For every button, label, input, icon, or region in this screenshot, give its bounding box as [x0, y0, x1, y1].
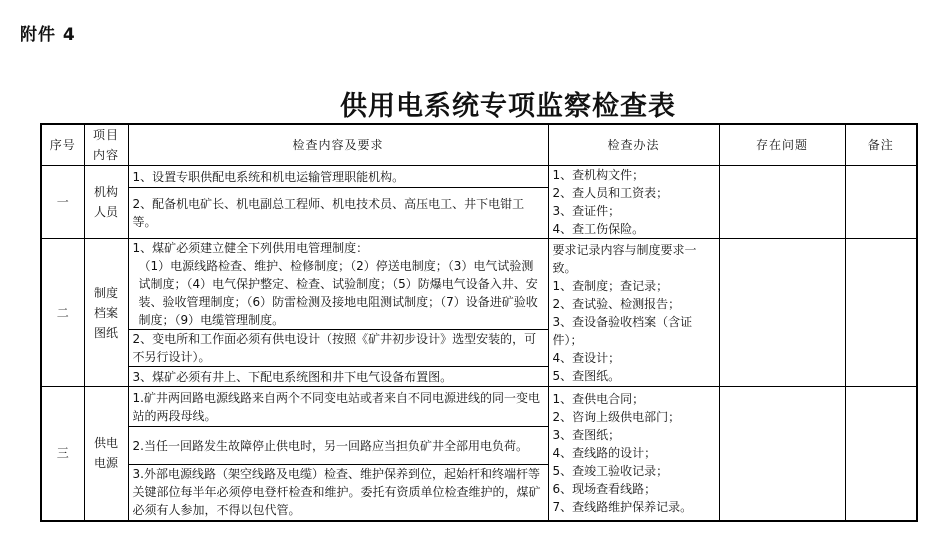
table-header-row: [41, 124, 917, 166]
issues-cell[interactable]: [719, 387, 845, 521]
requirement-cell: 1、煤矿必须建立健全下列供用电管理制度： （1）电源线路检查、维护、检修制度；（2）停送电制度；（3）电气试验测试制度；（4）电气保护整定、检查、试验制度；（5）防爆电气设备入井、安装、验收管理制度；（6）防雷检测及接地电阻测试制度；（7）设备进矿验收制度；（9）电缆管理制度。: [128, 239, 548, 330]
notes-cell[interactable]: [845, 166, 917, 239]
requirement-cell: 2、配备机电矿长、机电副总工程师、机电技术员、高压电工、井下电钳工等。: [128, 188, 548, 239]
inspection-table: [40, 123, 918, 522]
column-header: 备注: [845, 124, 917, 166]
column-header: 序号: [41, 124, 84, 166]
requirement-cell: 2、变电所和工作面必须有供电设计（按照《矿井初步设计》选型安装的，可不另行设计）。: [128, 330, 548, 367]
issues-cell[interactable]: [719, 166, 845, 239]
notes-cell[interactable]: [845, 387, 917, 521]
section-item: 制度档案图纸: [84, 239, 128, 387]
method-cell: 1、查机构文件； 2、查人员和工资表； 3、查证件； 4、查工伤保险。: [548, 166, 719, 239]
column-header: 项目内容: [84, 124, 128, 166]
notes-cell[interactable]: [845, 239, 917, 387]
section-number: 三: [41, 387, 84, 521]
requirement-cell: 1.矿井两回路电源线路来自两个不同变电站或者来自不同电源进线的同一变电站的两段母线。: [128, 387, 548, 427]
method-cell: 1、查供电合同； 2、咨询上级供电部门； 3、查图纸； 4、查线路的设计； 5、查竣工验收记录； 6、现场查看线路； 7、查线路维护保养记录。: [548, 387, 719, 521]
requirement-cell: 1、设置专职供配电系统和机电运输管理职能机构。: [128, 166, 548, 188]
table-row: [41, 166, 917, 188]
document-title: 供用电系统专项监察检查表: [340, 91, 676, 122]
issues-cell[interactable]: [719, 239, 845, 387]
column-header: 检查办法: [548, 124, 719, 166]
section-number: 二: [41, 239, 84, 387]
section-item: 机构人员: [84, 166, 128, 239]
section-number: 一: [41, 166, 84, 239]
column-header: 检查内容及要求: [128, 124, 548, 166]
table-row: [41, 239, 917, 330]
section-item: 供电电源: [84, 387, 128, 521]
table-row: [41, 387, 917, 427]
attachment-label: 附件 4: [20, 25, 76, 45]
column-header: 存在问题: [719, 124, 845, 166]
requirement-cell: 3.外部电源线路（架空线路及电缆）检查、维护保养到位，起始杆和终端杆等关键部位每半年必须停电登杆检查和维护。委托有资质单位检查维护的，煤矿必须有人参加，不得以包代管。: [128, 465, 548, 521]
requirement-cell: 3、煤矿必须有井上、下配电系统图和井下电气设备布置图。: [128, 367, 548, 387]
method-cell: 要求记录内容与制度要求一致。 1、查制度；查记录； 2、查试验、检测报告； 3、查设备验收档案（含证件）； 4、查设计； 5、查图纸。: [548, 239, 719, 387]
requirement-cell: 2.当任一回路发生故障停止供电时，另一回路应当担负矿井全部用电负荷。: [128, 427, 548, 465]
